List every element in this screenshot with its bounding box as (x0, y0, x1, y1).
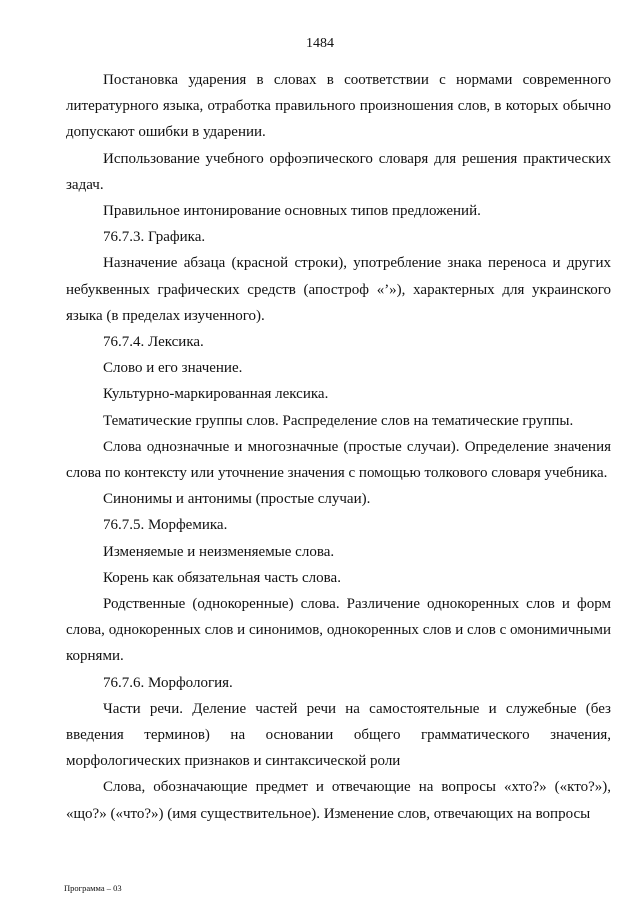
paragraph-stress: Постановка ударения в словах в соответствии с нормами современного литературного языка, отработка правильного произношения слов, в которых обычно допускают ошибки в ударении. (66, 72, 611, 141)
paragraph-graphics: Назначение абзаца (красной строки), употребление знака переноса и других небуквенных графических средств (апостроф «’»), характерных для украинского языка (в пределах изученного). (66, 255, 611, 324)
section-heading-morphology: 76.7.6. Морфология. (103, 674, 233, 691)
paragraph-parts-of-speech: Части речи. Деление частей речи на самостоятельные и служебные (без введения терминов) на основании общего грамматического значения, морфологических признаков и синтаксической роли (66, 700, 611, 770)
paragraph-intonation: Правильное интонирование основных типов предложений. (103, 203, 481, 220)
paragraph-related-words: Родственные (однокоренные) слова. Различение однокоренных слов и форм слова, однокоренных слов и синонимов, однокоренных слов и слов с омонимичными корнями. (66, 596, 611, 665)
paragraph-nouns: Слова, обозначающие предмет и отвечающие на вопросы «хто?» («кто?»), «що?» («что?») (имя существительное). Изменение слов, отвечающих на вопросы (66, 779, 611, 822)
page-number: 1484 (306, 36, 334, 51)
footer-label: Программа – 03 (64, 883, 122, 893)
paragraph-polysemy: Слова однозначные и многозначные (простые случаи). Определение значения слова по контексту или уточнение значения с помощью толкового словаря учебника. (66, 438, 611, 482)
paragraph-orthoepic-dictionary: Использование учебного орфоэпического словаря для решения практических задач. (66, 150, 611, 193)
paragraph-thematic-groups: Тематические группы слов. Распределение слов на тематические группы. (103, 412, 574, 429)
section-heading-graphics: 76.7.3. Графика. (103, 229, 206, 246)
paragraph-word-meaning: Слово и его значение. (103, 360, 243, 377)
paragraph-root: Корень как обязательная часть слова. (103, 569, 341, 586)
document-body (66, 67, 611, 827)
paragraph-cultural-lexicon: Культурно-маркированная лексика. (103, 386, 329, 403)
paragraph-synonyms: Синонимы и антонимы (простые случаи). (103, 491, 371, 508)
paragraph-changeable-words: Изменяемые и неизменяемые слова. (103, 543, 335, 560)
section-heading-lexicon: 76.7.4. Лексика. (103, 334, 204, 351)
section-heading-morphemics: 76.7.5. Морфемика. (103, 517, 228, 534)
